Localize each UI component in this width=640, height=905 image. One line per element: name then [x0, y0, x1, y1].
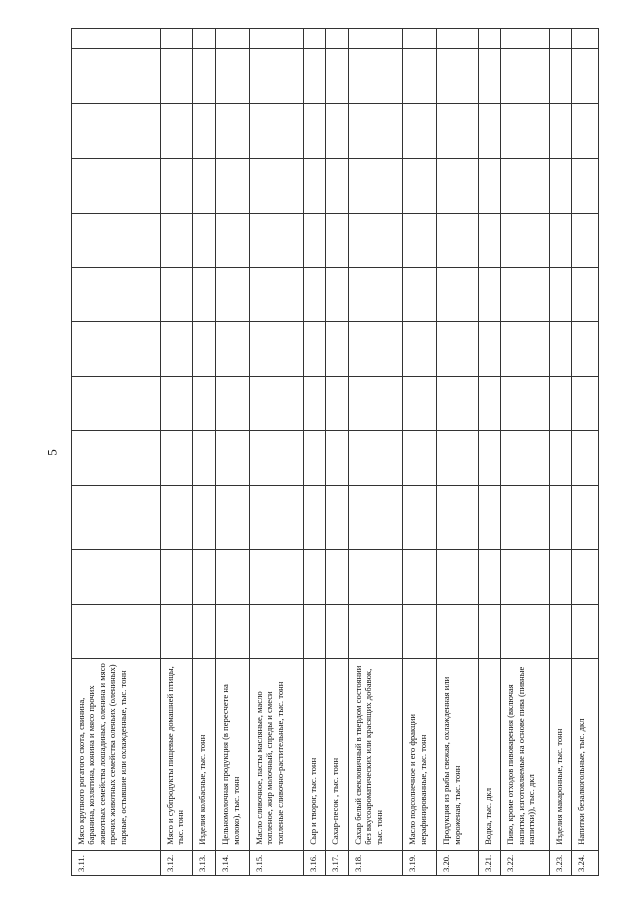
value-cell[interactable] — [216, 550, 250, 604]
value-cell[interactable] — [437, 485, 478, 550]
value-cell[interactable] — [549, 159, 572, 213]
table-row — [160, 29, 193, 876]
value-cell[interactable] — [572, 376, 599, 430]
value-cell[interactable] — [193, 431, 216, 485]
value-cell[interactable] — [572, 103, 599, 158]
table-row — [303, 29, 326, 876]
value-cell[interactable] — [216, 604, 250, 658]
value-cell[interactable] — [549, 29, 572, 49]
value-cell[interactable] — [501, 604, 549, 658]
value-cell[interactable] — [348, 103, 403, 158]
value-cell[interactable] — [216, 213, 250, 267]
value-cell[interactable] — [478, 322, 501, 376]
row-number: 3.16. — [303, 850, 326, 875]
value-cell[interactable] — [326, 268, 349, 322]
value-cell[interactable] — [216, 159, 250, 213]
value-cell[interactable] — [501, 485, 549, 550]
value-cell[interactable] — [437, 213, 478, 267]
value-cell[interactable] — [478, 376, 501, 430]
row-number: 3.20. — [437, 850, 478, 875]
value-cell[interactable] — [348, 550, 403, 604]
value-cell[interactable] — [250, 29, 304, 49]
value-cell[interactable] — [437, 376, 478, 430]
value-cell[interactable] — [72, 159, 161, 213]
value-cell[interactable] — [193, 213, 216, 267]
value-cell[interactable] — [72, 213, 161, 267]
value-cell[interactable] — [193, 29, 216, 49]
value-cell[interactable] — [193, 550, 216, 604]
value-cell[interactable] — [193, 322, 216, 376]
value-cell[interactable] — [303, 376, 326, 430]
value-cell[interactable] — [303, 103, 326, 158]
value-cell[interactable] — [250, 49, 304, 103]
value-cell[interactable] — [72, 604, 161, 658]
value-cell[interactable] — [193, 485, 216, 550]
value-cell[interactable] — [326, 485, 349, 550]
value-cell[interactable] — [72, 49, 161, 103]
value-cell[interactable] — [250, 213, 304, 267]
table-row — [348, 29, 403, 876]
value-cell[interactable] — [348, 29, 403, 49]
value-cell[interactable] — [348, 322, 403, 376]
value-cell[interactable] — [72, 431, 161, 485]
value-cell[interactable] — [216, 103, 250, 158]
value-cell[interactable] — [326, 604, 349, 658]
value-cell[interactable] — [572, 213, 599, 267]
row-number: 3.14. — [216, 850, 250, 875]
value-cell[interactable] — [403, 376, 437, 430]
table-row — [437, 29, 478, 876]
value-cell[interactable] — [72, 322, 161, 376]
value-cell[interactable] — [501, 550, 549, 604]
value-cell[interactable] — [160, 604, 193, 658]
value-cell[interactable] — [303, 550, 326, 604]
value-cell[interactable] — [303, 49, 326, 103]
row-indicator-name: Пиво, кроме отходов пивоварения (включая напитки, изготовляемые на основе пива (пивные напитки)), тыс. дкл — [501, 659, 549, 851]
value-cell[interactable] — [72, 550, 161, 604]
value-cell[interactable] — [303, 431, 326, 485]
value-cell[interactable] — [216, 49, 250, 103]
value-cell[interactable] — [549, 376, 572, 430]
value-cell[interactable] — [193, 49, 216, 103]
value-cell[interactable] — [437, 103, 478, 158]
value-cell[interactable] — [250, 604, 304, 658]
value-cell[interactable] — [403, 213, 437, 267]
row-number: 3.21. — [478, 850, 501, 875]
value-cell[interactable] — [326, 550, 349, 604]
value-cell[interactable] — [216, 431, 250, 485]
value-cell[interactable] — [250, 103, 304, 158]
value-cell[interactable] — [403, 29, 437, 49]
value-cell[interactable] — [250, 376, 304, 430]
value-cell[interactable] — [193, 103, 216, 158]
row-indicator-name: Масло сливочное, пасты масляные, масло топленое, жир молочный, спреды и смеси топленые сливочно-растительные, тыс. тонн — [250, 659, 304, 851]
value-cell[interactable] — [403, 550, 437, 604]
row-indicator-name: Продукция из рыбы свежая, охлажденная или мороженая, тыс. тонн — [437, 659, 478, 851]
value-cell[interactable] — [250, 550, 304, 604]
value-cell[interactable] — [160, 550, 193, 604]
value-cell[interactable] — [216, 485, 250, 550]
value-cell[interactable] — [501, 103, 549, 158]
value-cell[interactable] — [303, 29, 326, 49]
value-cell[interactable] — [326, 376, 349, 430]
value-cell[interactable] — [478, 268, 501, 322]
value-cell[interactable] — [160, 29, 193, 49]
value-cell[interactable] — [72, 268, 161, 322]
value-cell[interactable] — [160, 376, 193, 430]
table-row — [501, 29, 549, 876]
value-cell[interactable] — [348, 604, 403, 658]
value-cell[interactable] — [160, 103, 193, 158]
value-cell[interactable] — [326, 29, 349, 49]
row-number: 3.24. — [572, 850, 599, 875]
value-cell[interactable] — [160, 485, 193, 550]
value-cell[interactable] — [437, 49, 478, 103]
value-cell[interactable] — [437, 29, 478, 49]
value-cell[interactable] — [572, 322, 599, 376]
value-cell[interactable] — [193, 604, 216, 658]
row-indicator-name: Мясо крупного рогатого скота, свинина, баранина, козлятина, конина и мясо прочих животных семейства лошадиных, оленина и мясо прочих животных семейства оленьих (олениных) парные, остывшие или охлажденные, тыс. тонн — [72, 659, 161, 851]
table-row — [549, 29, 572, 876]
value-cell[interactable] — [501, 376, 549, 430]
value-cell[interactable] — [348, 159, 403, 213]
value-cell[interactable] — [193, 376, 216, 430]
row-indicator-name: Изделия колбасные, тыс. тонн — [193, 659, 216, 851]
value-cell[interactable] — [478, 485, 501, 550]
value-cell[interactable] — [348, 49, 403, 103]
row-number: 3.12. — [160, 850, 193, 875]
value-cell[interactable] — [437, 431, 478, 485]
data-table-sheet — [71, 28, 599, 876]
value-cell[interactable] — [437, 268, 478, 322]
value-cell[interactable] — [326, 213, 349, 267]
value-cell[interactable] — [501, 49, 549, 103]
value-cell[interactable] — [501, 431, 549, 485]
value-cell[interactable] — [549, 213, 572, 267]
value-cell[interactable] — [478, 604, 501, 658]
value-cell[interactable] — [303, 213, 326, 267]
value-cell[interactable] — [572, 604, 599, 658]
value-cell[interactable] — [403, 604, 437, 658]
value-cell[interactable] — [403, 159, 437, 213]
value-cell[interactable] — [572, 485, 599, 550]
row-indicator-name: Цельномолочная продукция (в пересчете на молоко), тыс. тонн — [216, 659, 250, 851]
value-cell[interactable] — [501, 322, 549, 376]
value-cell[interactable] — [501, 213, 549, 267]
row-indicator-name: Изделия макаронные, тыс. тонн — [549, 659, 572, 851]
value-cell[interactable] — [437, 604, 478, 658]
value-cell[interactable] — [478, 103, 501, 158]
row-indicator-name: Мясо и субпродукты пищевые домашней птицы, тыс. тонн — [160, 659, 193, 851]
value-cell[interactable] — [403, 431, 437, 485]
value-cell[interactable] — [250, 485, 304, 550]
value-cell[interactable] — [549, 485, 572, 550]
value-cell[interactable] — [348, 268, 403, 322]
value-cell[interactable] — [326, 103, 349, 158]
row-number: 3.17. — [326, 850, 349, 875]
value-cell[interactable] — [72, 103, 161, 158]
value-cell[interactable] — [501, 268, 549, 322]
value-cell[interactable] — [303, 268, 326, 322]
value-cell[interactable] — [216, 322, 250, 376]
value-cell[interactable] — [160, 49, 193, 103]
row-number: 3.22. — [501, 850, 549, 875]
value-cell[interactable] — [478, 431, 501, 485]
row-number: 3.11. — [72, 850, 161, 875]
page-number: 5 — [44, 449, 60, 456]
value-cell[interactable] — [572, 29, 599, 49]
value-cell[interactable] — [348, 485, 403, 550]
data-table — [71, 28, 599, 876]
row-number: 3.15. — [250, 850, 304, 875]
value-cell[interactable] — [572, 431, 599, 485]
value-cell[interactable] — [72, 29, 161, 49]
value-cell[interactable] — [549, 103, 572, 158]
row-number: 3.13. — [193, 850, 216, 875]
value-cell[interactable] — [478, 550, 501, 604]
value-cell[interactable] — [478, 213, 501, 267]
value-cell[interactable] — [437, 550, 478, 604]
value-cell[interactable] — [160, 213, 193, 267]
table-row — [216, 29, 250, 876]
value-cell[interactable] — [549, 550, 572, 604]
value-cell[interactable] — [216, 29, 250, 49]
value-cell[interactable] — [326, 431, 349, 485]
value-cell[interactable] — [160, 322, 193, 376]
value-cell[interactable] — [160, 268, 193, 322]
value-cell[interactable] — [403, 49, 437, 103]
value-cell[interactable] — [572, 268, 599, 322]
table-row — [250, 29, 304, 876]
value-cell[interactable] — [501, 29, 549, 49]
value-cell[interactable] — [303, 159, 326, 213]
row-indicator-name: Масло подсолнечное и его фракции нерафинированные, тыс. тонн — [403, 659, 437, 851]
row-indicator-name: Водка, тыс. дкл — [478, 659, 501, 851]
value-cell[interactable] — [348, 376, 403, 430]
row-indicator-name: Сахар белый свекловичный в твердом состоянии без вкусоароматических или красящих добавок, тыс. тонн — [348, 659, 403, 851]
row-indicator-name: Напитки безалкогольные, тыс. дкл — [572, 659, 599, 851]
value-cell[interactable] — [403, 268, 437, 322]
value-cell[interactable] — [250, 322, 304, 376]
row-indicator-name: Сыр и творог, тыс. тонн — [303, 659, 326, 851]
value-cell[interactable] — [437, 322, 478, 376]
value-cell[interactable] — [501, 159, 549, 213]
value-cell[interactable] — [303, 604, 326, 658]
value-cell[interactable] — [478, 29, 501, 49]
value-cell[interactable] — [549, 49, 572, 103]
value-cell[interactable] — [348, 213, 403, 267]
value-cell[interactable] — [250, 431, 304, 485]
value-cell[interactable] — [303, 322, 326, 376]
value-cell[interactable] — [326, 159, 349, 213]
value-cell[interactable] — [572, 49, 599, 103]
value-cell[interactable] — [72, 485, 161, 550]
table-row — [478, 29, 501, 876]
table-row — [326, 29, 349, 876]
value-cell[interactable] — [478, 159, 501, 213]
value-cell[interactable] — [216, 268, 250, 322]
value-cell[interactable] — [437, 159, 478, 213]
table-row — [572, 29, 599, 876]
value-cell[interactable] — [216, 376, 250, 430]
value-cell[interactable] — [250, 268, 304, 322]
row-number: 3.18. — [348, 850, 403, 875]
value-cell[interactable] — [326, 49, 349, 103]
value-cell[interactable] — [549, 431, 572, 485]
value-cell[interactable] — [250, 159, 304, 213]
value-cell[interactable] — [572, 550, 599, 604]
value-cell[interactable] — [403, 322, 437, 376]
row-indicator-name: Сахар-песок , тыс. тонн — [326, 659, 349, 851]
value-cell[interactable] — [326, 322, 349, 376]
value-cell[interactable] — [549, 322, 572, 376]
table-row — [193, 29, 216, 876]
table-row — [403, 29, 437, 876]
value-cell[interactable] — [303, 485, 326, 550]
table-row — [72, 29, 161, 876]
value-cell[interactable] — [160, 159, 193, 213]
value-cell[interactable] — [348, 431, 403, 485]
value-cell[interactable] — [72, 376, 161, 430]
value-cell[interactable] — [160, 431, 193, 485]
value-cell[interactable] — [549, 604, 572, 658]
value-cell[interactable] — [403, 103, 437, 158]
value-cell[interactable] — [193, 268, 216, 322]
value-cell[interactable] — [572, 159, 599, 213]
row-number: 3.23. — [549, 850, 572, 875]
value-cell[interactable] — [549, 268, 572, 322]
value-cell[interactable] — [478, 49, 501, 103]
row-number: 3.19. — [403, 850, 437, 875]
value-cell[interactable] — [403, 485, 437, 550]
value-cell[interactable] — [193, 159, 216, 213]
